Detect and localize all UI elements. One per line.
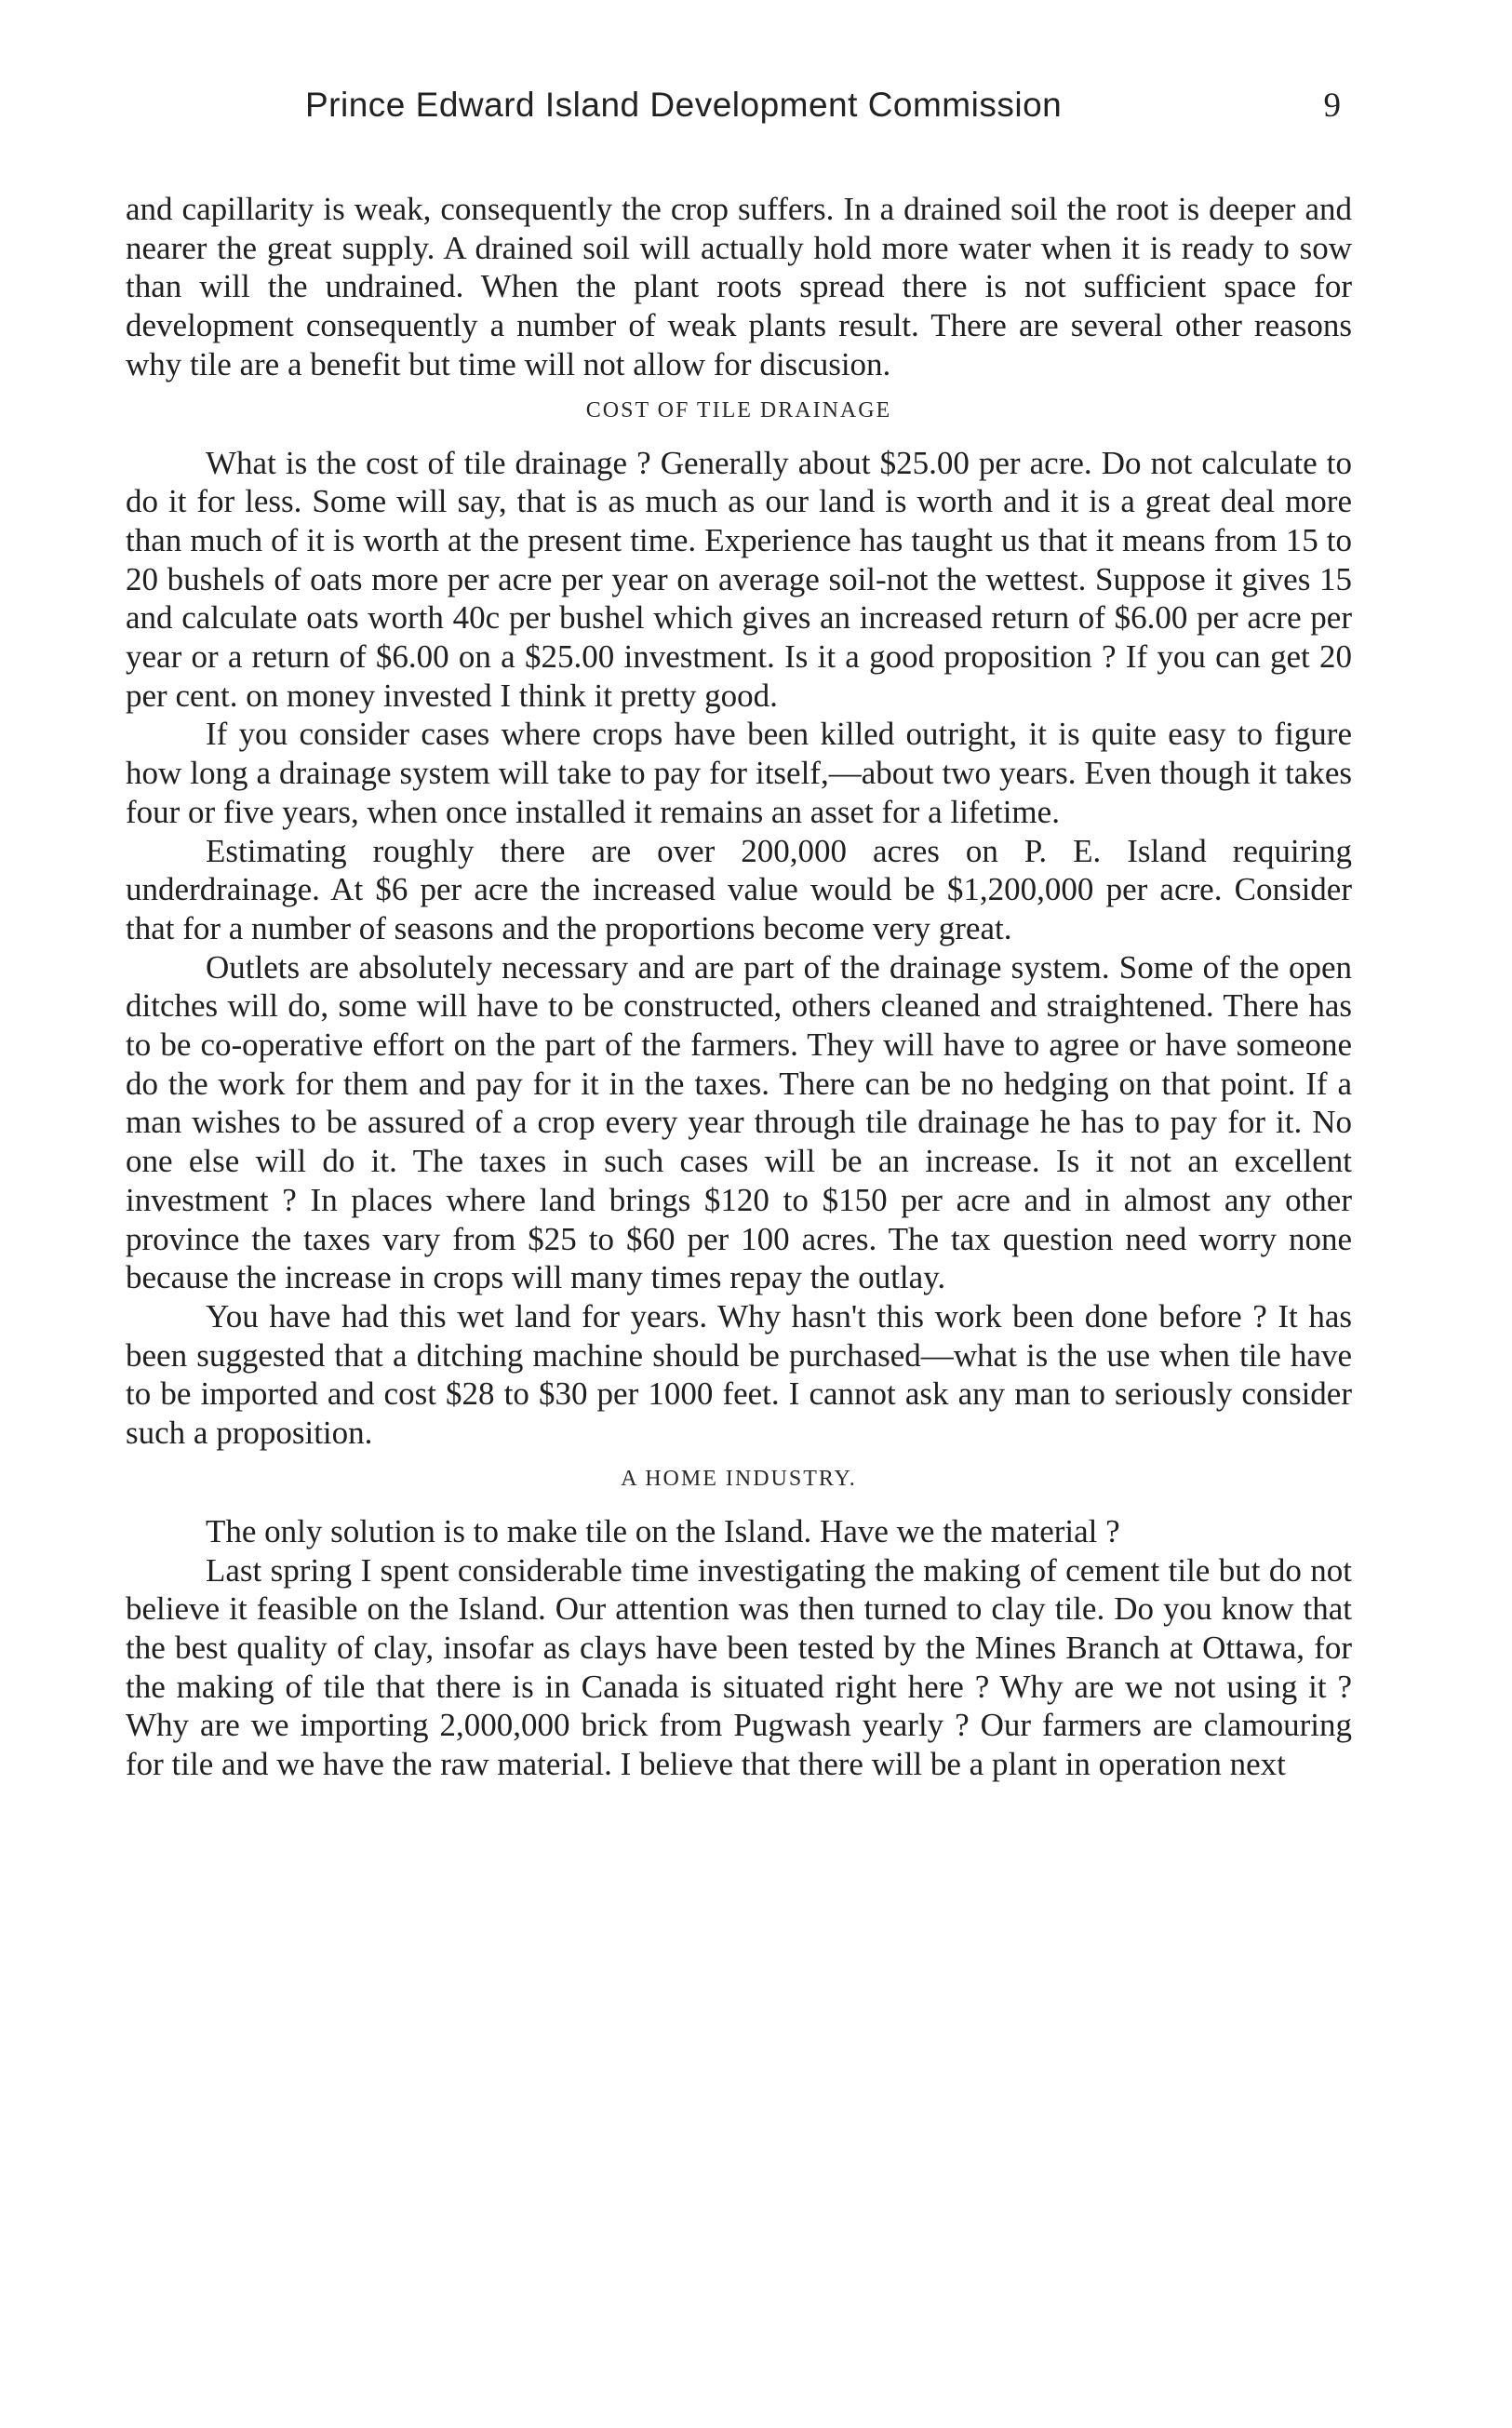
paragraph-outlets: Outlets are absolutely necessary and are part of the drainage system. Some of the open ditches will do, some will have to be constructed, others cleaned and straightened. There has to be co-operative effort on the part of the farmers. They will have to agree or have someone do the work for them and pay for it in the taxes. There can be no hedging on that point. If a man wishes to be assured of a crop every year through tile drainage he has to pay for it. No one else will do it. The taxes in such cases will be an increase. Is it not an excellent investment ? In places where land brings $120 to $150 per acre and in almost any other province the taxes vary from $25 to $60 per 100 acres. The tax question need worry none because the increase in crops will many times repay the outlay. <box>126 948 1352 1296</box>
paragraph-payback: If you consider cases where crops have been killed outright, it is quite easy to figure how long a drainage system will take to pay for itself,—about two years. Even though it takes four or five years, when once installed it remains an asset for a lifetime. <box>126 716 1352 830</box>
paragraph-continued: and capillarity is weak, consequently the crop suffers. In a drained soil the root is deeper and nearer the great supply. A drained soil will actually hold more water when it is ready to sow than will the undrained. When the plant roots spread there is not sufficient space for development consequently a number of weak plants result. There are several other reasons why tile are a benefit but time will not allow for discusion. <box>126 191 1352 382</box>
section-heading-home-industry: A HOME INDUSTRY. <box>621 1466 857 1491</box>
paragraph-clay-tile: Last spring I spent considerable time investigating the making of cement tile but do not believe it feasible on the Island. Our attention was then turned to clay tile. Do you know that the best quality of clay, insofar as clays have been tested by the Mines Branch at Ottawa, for the making of tile that there is in Canada is situated right here ? Why are we not using it ? Why are we importing 2,000,000 brick from Pugwash yearly ? Our farmers are clamouring for tile and we have the raw material. I believe that there will be a plant in operation next <box>126 1551 1352 1783</box>
document-page <box>126 86 1352 1784</box>
paragraph-solution: The only solution is to make tile on the Island. Have we the material ? <box>206 1512 1120 1549</box>
paragraph-estimate: Estimating roughly there are over 200,000 acres on P. E. Island requiring underdrainage. At $6 per acre the increased value would be $1,200,000 per acre. Consider that for a number of seasons and the proportions become very great. <box>126 832 1352 946</box>
body-text <box>126 190 1352 1784</box>
paragraph-cost: What is the cost of tile drainage ? Generally about $25.00 per acre. Do not calculate to do it for less. Some will say, that is as much as our land is worth and it is a great deal more than much of it is worth at the present time. Experience has taught us that it means from 15 to 20 bushels of oats more per acre per year on average soil-not the wettest. Suppose it gives 15 and calculate oats worth 40c per bushel which gives an increased return of $6.00 per acre per year or a return of $6.00 on a $25.00 investment. Is it a good proposition ? If you can get 20 per cent. on money invested I think it pretty good. <box>126 444 1352 714</box>
paragraph-wet-land: You have had this wet land for years. Why hasn't this work been done before ? It has been suggested that a ditching machine should be purchased—what is the use when tile have to be imported and cost $28 to $30 per 1000 feet. I cannot ask any man to seriously consider such a proposition. <box>126 1297 1352 1452</box>
running-header <box>126 86 1352 132</box>
page-number: 9 <box>1323 87 1341 125</box>
section-heading-cost: COST OF TILE DRAINAGE <box>585 397 892 423</box>
running-title: Prince Edward Island Development Commission <box>305 86 1063 124</box>
